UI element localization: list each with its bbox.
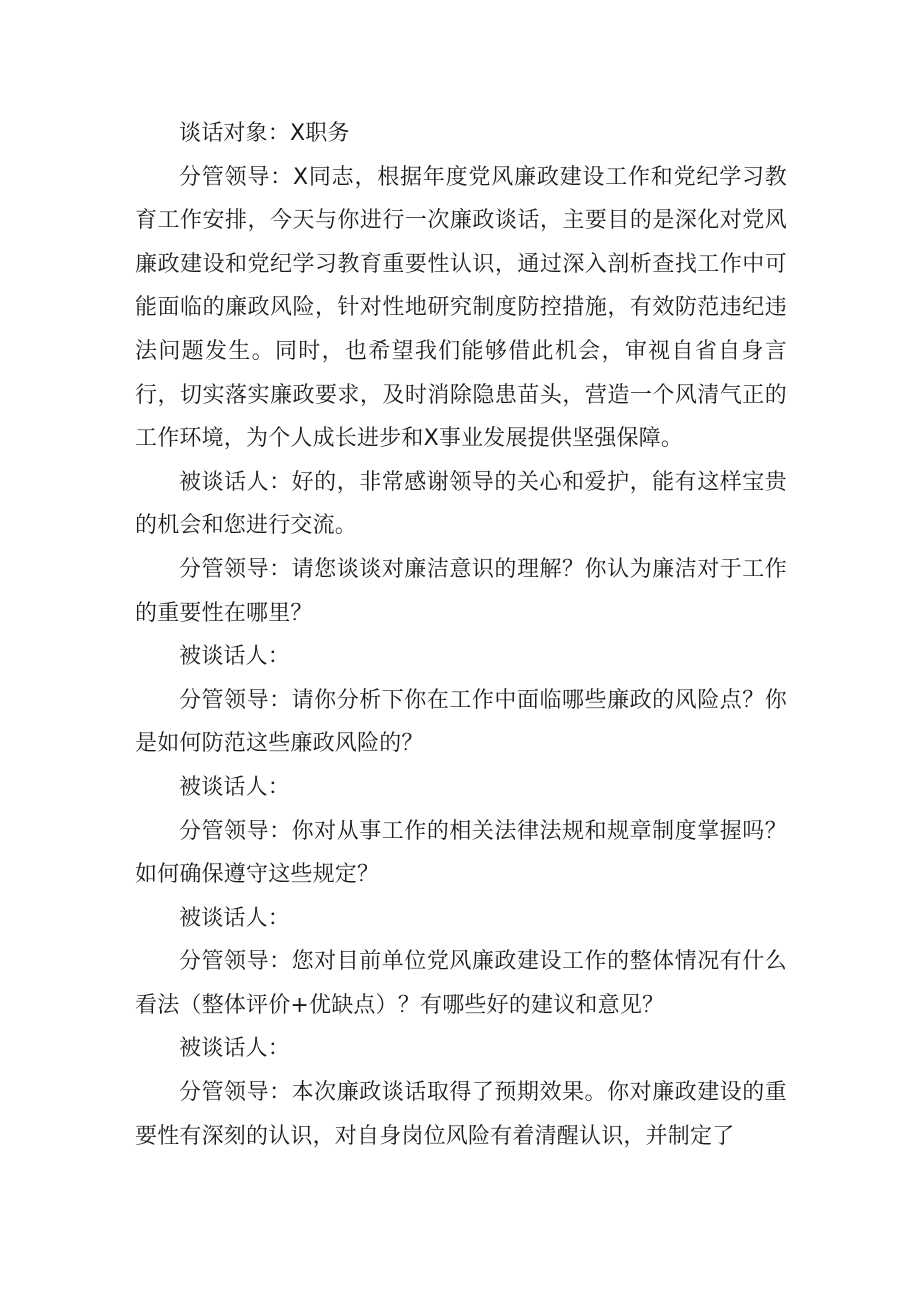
leader-closing-remarks: 分管领导：本次廉政谈话取得了预期效果。你对廉政建设的重要性有深刻的认识，对自身岗位风险有着清醒认识，并制定了	[135, 1080, 787, 1149]
leader-opening-remarks: 分管领导：X同志，根据年度党风廉政建设工作和党纪学习教育工作安排，今天与你进行一次廉政谈话，主要目的是深化对党风廉政建设和党纪学习教育重要性认识，通过深入剖析查找工作中可能面临的廉政风险，针对性地研究制度防控措施，有效防范违纪违法问题发生。同时，也希望我们能够借此机会，审视自省自身言行，切实落实廉政要求，及时消除隐患苗头，营造一个风清气正的工作环境，为个人成长进步和X事业发展提供坚强保障。	[135, 164, 787, 452]
leader-question-risk-points: 分管领导：请你分析下你在工作中面临哪些廉政的风险点？你是如何防范这些廉政风险的？	[135, 687, 787, 757]
leader-question-integrity: 分管领导：请您谈谈对廉洁意识的理解？你认为廉洁对于工作的重要性在哪里？	[135, 556, 787, 626]
interviewee-answer-3: 被谈话人：	[179, 905, 291, 931]
document-body	[135, 112, 787, 1158]
interviewee-answer-4: 被谈话人：	[179, 1036, 291, 1062]
interviewee-answer-2: 被谈话人：	[179, 774, 291, 800]
interviewee-answer-1: 被谈话人：	[179, 644, 291, 670]
talk-subject-line: 谈话对象：X职务	[179, 121, 350, 146]
leader-question-regulations: 分管领导：你对从事工作的相关法律法规和规章制度掌握吗？如何确保遵守这些规定？	[135, 818, 787, 888]
leader-question-overall-view: 分管领导：您对目前单位党风廉政建设工作的整体情况有什么看法（整体评价+优缺点）？有哪些好的建议和意见？	[135, 949, 787, 1018]
interviewee-response: 被谈话人：好的，非常感谢领导的关心和爱护，能有这样宝贵的机会和您进行交流。	[135, 469, 787, 539]
